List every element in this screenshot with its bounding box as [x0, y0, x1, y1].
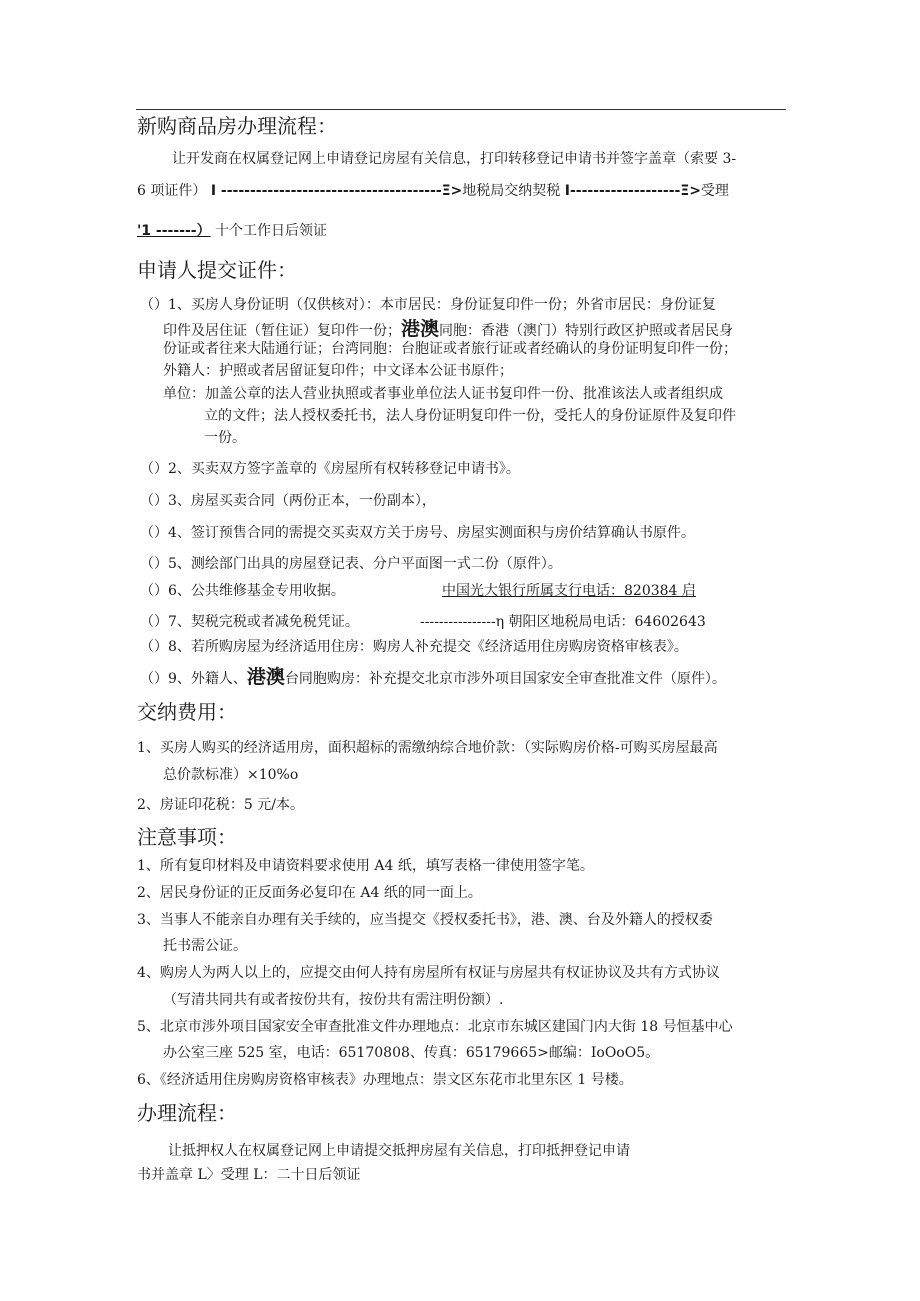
item-1-line-2: 印件及居住证（暂住证）复印件一份；港澳同胞：香港（澳门）特别行政区护照或者居民身 — [163, 318, 734, 340]
bank-phone: 中国光大银行所属支行电话：820384 启 — [442, 583, 696, 599]
hk-macao-label: 港澳 — [401, 318, 440, 340]
item-8: （）8、若所购房屋为经济适用住房：购房人补充提交《经济适用住房购房资格审核表》。 — [140, 639, 688, 655]
process-line-2 — [137, 182, 729, 200]
item-7: （）7、契税完税或者减免税凭证。 — [140, 614, 359, 630]
heading-mortgage-process: 办理流程： — [137, 1101, 237, 1125]
note-5-line-1: 5、北京市涉外项目国家安全审查批准文件办理地点：北京市东城区建国门内大街 18 号恒基中心 — [137, 1019, 733, 1035]
item-3: （）3、房屋买卖合同（两份正本，一份副本）， — [140, 493, 436, 509]
heading-applicant-docs: 申请人提交证件： — [137, 258, 297, 282]
item-6: （）6、公共维修基金专用收据。 — [140, 583, 345, 599]
note-4-line-1: 4、购房人为两人以上的，应提交由何人持有房屋所有权证与房屋共有权证协议及共有方式协议 — [137, 965, 720, 981]
process-step-collect: 十个工作日后领证 — [215, 223, 328, 239]
fee-1-line-2: 总价款标准）×10%o — [163, 767, 299, 783]
item-5: （）5、测绘部门出具的房屋登记表、分户平面图一式二份（原件）。 — [140, 556, 562, 572]
heading-notes: 注意事项： — [137, 825, 237, 849]
mortgage-line-1: 让抵押权人在权属登记网上申请提交抵押房屋有关信息，打印抵押登记申请 — [168, 1143, 630, 1159]
fee-1-line-1: 1、买房人购买的经济适用房，面积超标的需缴纳综合地价款：（实际购房价格-可购买房屋最高 — [137, 740, 718, 756]
process-line-1: 让开发商在权属登记网上申请登记房屋有关信息，打印转移登记申请书并签字盖章（索要 3- — [172, 151, 737, 167]
item-1-line-3: 份证或者往来大陆通行证；台湾同胞：台胞证或者旅行证或者经确认的身份证明复印件一份； — [163, 341, 737, 357]
item-1-line-4: 外籍人：护照或者居留证复印件；中文译本公证书原件； — [163, 363, 513, 379]
mortgage-line-2: 书并盖章 L〉受理 L：二十日后领证 — [137, 1167, 361, 1183]
process-arrow-2: I-------------------Ξ> — [564, 183, 701, 199]
top-rule — [136, 109, 786, 110]
heading-fees: 交纳费用： — [137, 700, 237, 724]
heading-purchase-process: 新购商品房办理流程： — [137, 114, 337, 138]
process-line-3 — [137, 222, 327, 240]
note-2: 2、居民身份证的正反面务必复印在 A4 纸的同一面上。 — [137, 885, 482, 901]
note-6: 6、《经济适用住房购房资格审核表》办理地点：崇文区东花市北里东区 1 号楼。 — [137, 1072, 633, 1088]
item-1-line-5: 单位：加盖公章的法人营业执照或者事业单位法人证书复印件一份、批准该法人或者组织成 — [163, 386, 723, 402]
note-3-line-2: 托书需公证。 — [163, 938, 247, 954]
process-step-tax: 地税局交纳契税 — [462, 183, 561, 199]
process-step-accept: 受理 — [700, 183, 729, 199]
item-1-line-6: 立的文件；法人授权委托书，法人身份证明复印件一份，受托人的身份证原件及复印件 — [204, 408, 736, 424]
process-step-docs: 6 项证件） — [137, 183, 207, 199]
item-4: （）4、签订预售合同的需提交买卖双方关于房号、房屋实测面积与房价结算确认书原件。 — [140, 525, 695, 541]
note-5-line-2: 办公室三座 525 室，电话：65170808、传真：65179665>邮编：IoOoO5。 — [163, 1045, 660, 1061]
item-9: （）9、外籍人、港澳台同胞购房：补充提交北京市涉外项目国家安全审查批准文件（原件）。 — [140, 666, 726, 688]
process-arrow-1: I --------------------------------------Ξ> — [210, 183, 463, 199]
item-1-line-7: 一份。 — [204, 430, 246, 446]
item-2: （）2、买卖双方签字盖章的《房屋所有权转移登记申请书》。 — [140, 461, 520, 477]
note-1: 1、所有复印材料及申请资料要求使用 A4 纸，填写表格一律使用签字笔。 — [137, 858, 594, 874]
hk-macao-label-2: 港澳 — [246, 666, 285, 688]
item-1-line-1: （）1、买房人身份证明（仅供核对）：本市居民：身份证复印件一份；外省市居民：身份证复 — [140, 297, 716, 313]
fee-2: 2、房证印花税：5 元/本。 — [137, 797, 304, 813]
process-arrow-3: '1 -------） — [137, 223, 211, 239]
note-4-line-2: （写清共同共有或者按份共有，按份共有需注明份额）. — [163, 992, 504, 1008]
note-3-line-1: 3、当事人不能亲自办理有关手续的，应当提交《授权委托书》，港、澳、台及外籍人的授权委 — [137, 912, 713, 928]
tax-bureau-phone: ----------------η 朝阳区地税局电话：64602643 — [420, 614, 706, 630]
